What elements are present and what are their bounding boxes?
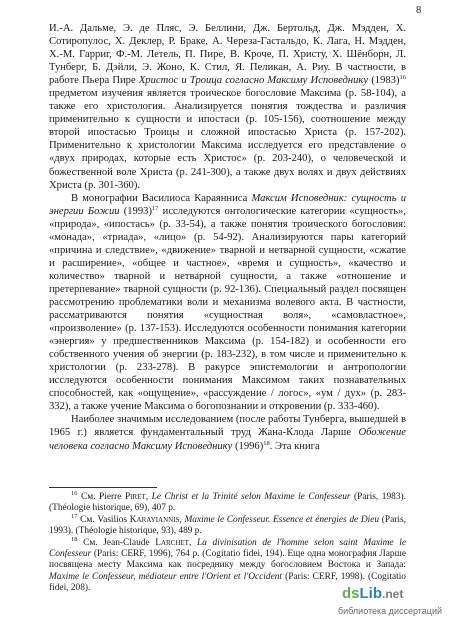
text-run: . Эта книга — [269, 440, 320, 452]
watermark-logo-text — [342, 585, 403, 602]
text-run: , — [188, 537, 197, 548]
text-run: (Paris, 1993). (Théologie historique, 93), 489 p. — [49, 514, 407, 537]
body-text — [49, 22, 406, 453]
text-run: (Paris, 1983). (Théologie historique, 69), 407 p. — [49, 492, 407, 514]
italic-title: Обожение человека согласно Максиму Исповеднику — [49, 427, 406, 452]
text-run: В монографии Василиоса Караянниса — [71, 192, 252, 204]
footnote-ref: 18 — [263, 439, 270, 447]
author-surname: Karayiannis — [129, 514, 180, 525]
footnote-ref: 18 — [71, 535, 78, 543]
footnote-17 — [49, 512, 407, 538]
footnotes — [49, 492, 406, 595]
italic-title: Maxime le Confesseur, médiateur entre l'Orient et l'Occident — [49, 571, 283, 582]
footnote-ref: 16 — [399, 74, 406, 82]
text-run: предметом изучения является троическое богословие Максима (р. 58-104), а также его христология. Анализируется понятия тождества и различия применительно к сущности и ипостаси (р. 105-156), соотношение между второй ипостасью Троицы и сложной ипостасью Христа (р. 157-202). Применительно к христологии Максима исследуется его представление о «двух природах, которые есть Христос» (р. 203-240), о человеческой и божественной воле Христа (р. 241-300), а также двух волях и двух действиях Христа (р. 301-360). — [49, 88, 406, 191]
italic-title: Le Christ et la Trinité selon Maxime le Confesseur — [151, 492, 351, 502]
text-run: исследуются онтологические категории «сущность», «природа», «ипостась» (р. 33-54), а также понятия троического богословия: «монада», «триада», «лицо» (р. 54-92). Анализируются пары категорий «причина и следствие», «движение» тварной и нетварной сущности, «сжатие и расширение», «общее и частное», «время и сущность», «качество и количество» тварной и нетварной сущности, а также «отношение и претерпевание» тварной сущности (р. 92-136). Специальный раздел посвящен рассмотрению проблематики воли и механизма волевого акта. В частности, рассматриваются понятия «сущностная воля», «самовластное», «произволение» (р. 137-153). Исследуются особенности понимания категории «энергия» у предшественников Максима (р. 154-182) и особенности его собственного учения об энергии (р. 183-232), в том числе и применительно к христологии (р. 233-278). В ракурсе эпистемологии и антропологии исследуются особенности понимания Максимом таких познавательных способностей, как «ощущение», «рассуждение / логос», «ум / дух» (р. 283-332), а также учение Максима о богопознании и откровении (р. 333-460). — [49, 205, 407, 413]
dslib-watermark-logo — [336, 584, 448, 620]
watermark-caption: библиотека диссертаций — [338, 606, 443, 616]
footnote-ref: 17 — [71, 512, 78, 520]
footnote-ref: 17 — [151, 204, 159, 212]
text-run: (1996) — [232, 440, 264, 452]
footnote-ref: 16 — [71, 490, 78, 497]
text-run: (1993) — [119, 205, 152, 217]
logo-net: .net — [382, 587, 404, 601]
text-run: Наиболее значимым исследованием (после работы Тунберга, вышедшей в 1965 г.) является фундаментальный труд Жана-Клода Ларше — [49, 414, 406, 439]
text-run: См. Vasilios — [77, 514, 130, 525]
footnote-16 — [49, 492, 406, 515]
text-run: (Paris: CERF, 1996), 764 p. (Cogitatio fidei, 194). Еще одна монография Ларше посвящена месту Максима как посреднику между богословием Востока и Запада: — [49, 549, 406, 571]
italic-title: Максим Исповедник: сущность и энергии Божии — [49, 192, 406, 217]
italic-title: Христос и Троица согласно Максиму Исповеднику — [138, 75, 369, 87]
text-run: И.-А. Дальме, Э. де Пляс, Э. Беллини, Дж. Бертольд, Дж. Мэдден, Х. Сотиропулос, Х. Деклер, Р. Браке, А. Череза-Гастальдо, К. Лага, Н. Мэдден, Х.-М. Гарриг, Ф.-М. Летель, П. Пире, В. Кроче, П. Христу, Х. Шёнборн, Л. Тунберг, Б. Дэйли, Э. Жоно, К. Стил, Я. Пеликан, А. Риу. В частности, в работе Пьера Пире — [49, 23, 406, 87]
text-run: См. Jean-Claude — [77, 537, 156, 548]
logo-ds: ds — [342, 585, 360, 602]
author-surname: Piret — [124, 492, 146, 502]
paragraph-1 — [49, 22, 406, 192]
paragraph-3 — [49, 413, 406, 452]
paragraph-2 — [49, 192, 406, 414]
text-run: , — [145, 492, 152, 502]
page-number: 8 — [416, 5, 422, 16]
footnote-separator — [49, 487, 157, 488]
text-run: См. Pierre — [77, 492, 125, 502]
logo-lib: Lib — [359, 585, 383, 602]
text-run: (Paris: CERF, 1998). (Cogitatio fidei, 208). — [49, 571, 406, 594]
text-run: (1983) — [368, 75, 400, 87]
author-surname: Larchet — [155, 537, 189, 548]
text-run: , — [179, 514, 185, 525]
italic-title: Maxime le Confesseur. Essence et énergies de Dieu — [184, 514, 380, 525]
italic-title: La divinisation de l'homme selon saint Maxime le Confesseur — [49, 537, 406, 560]
